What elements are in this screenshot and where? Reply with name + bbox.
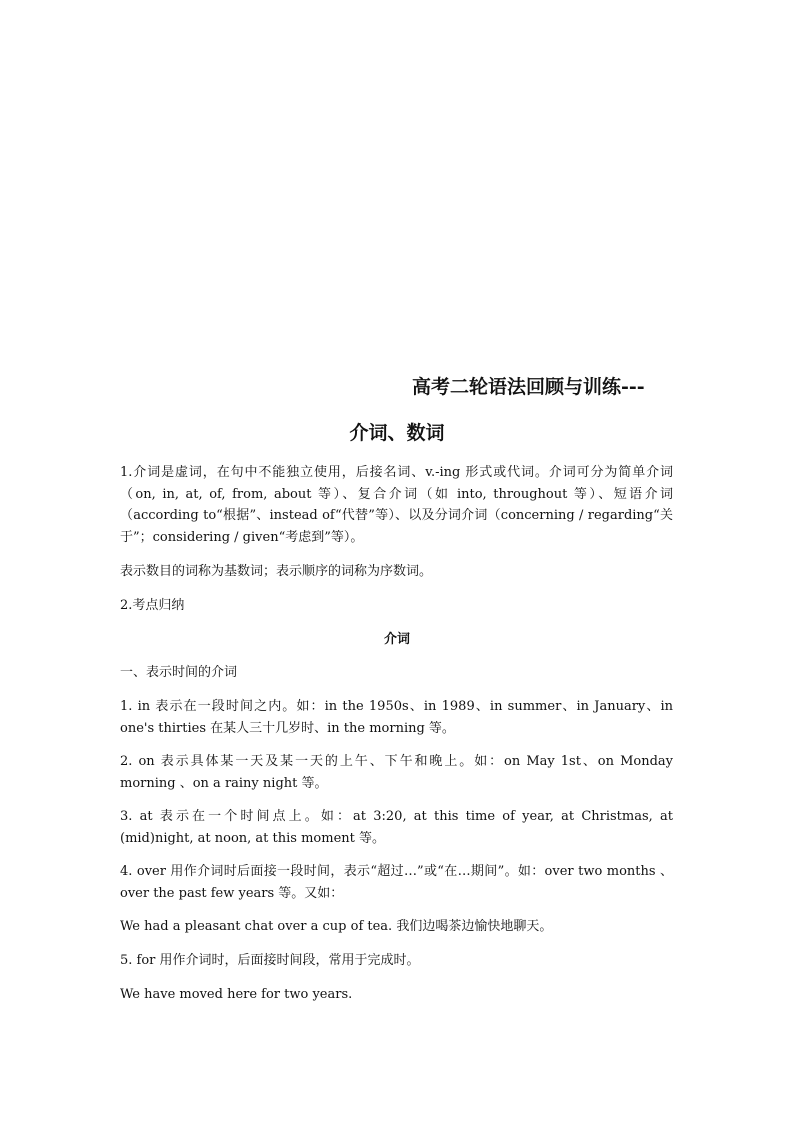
example-for: We have moved here for two years. [120, 987, 353, 1002]
example-over: We had a pleasant chat over a cup of tea. 我们边喝茶边愉快地聊天。 [120, 919, 553, 934]
item-over: 4. over 用作介词时后面接一段时间，表示“超过…”或“在…期间”。如：over two months 、over the past few years 等。又如： [120, 864, 673, 901]
intro-paragraph: 1.介词是虚词，在句中不能独立使用，后接名词、v.-ing 形式或代词。介词可分为简单介词（on, in, at, of, from, about 等）、复合介词（如 into, throughout 等）、短语介词（according to“根据”、instead of“代替”等）、以及分词介词（concerning / regarding“关于”；considering / given“考虑到”等）。 [120, 465, 673, 545]
document-subtitle: 介词、数词 [349, 422, 445, 444]
item-in: 1. in 表示在一段时间之内。如：in the 1950s、in 1989、in summer、in January、in one's thirties 在某人三十几岁时、in the morning 等。 [120, 699, 673, 736]
part-heading: 一、表示时间的介词 [120, 665, 238, 680]
item-at: 3. at 表示在一个时间点上。如：at 3:20, at this time of year, at Christmas, at (mid)night, at noon, at this moment 等。 [120, 809, 673, 846]
preposition-heading: 介词 [383, 632, 410, 647]
item-on: 2. on 表示具体某一天及某一天的上午、下午和晚上。如：on May 1st、on Monday morning 、on a rainy night 等。 [120, 754, 673, 791]
item-for: 5. for 用作介词时，后面接时间段，常用于完成时。 [120, 953, 420, 968]
section-heading: 2.考点归纳 [120, 598, 185, 613]
numeral-definition: 表示数目的词称为基数词；表示顺序的词称为序数词。 [120, 564, 433, 579]
document-title: 高考二轮语法回顾与训练--- [412, 376, 645, 398]
